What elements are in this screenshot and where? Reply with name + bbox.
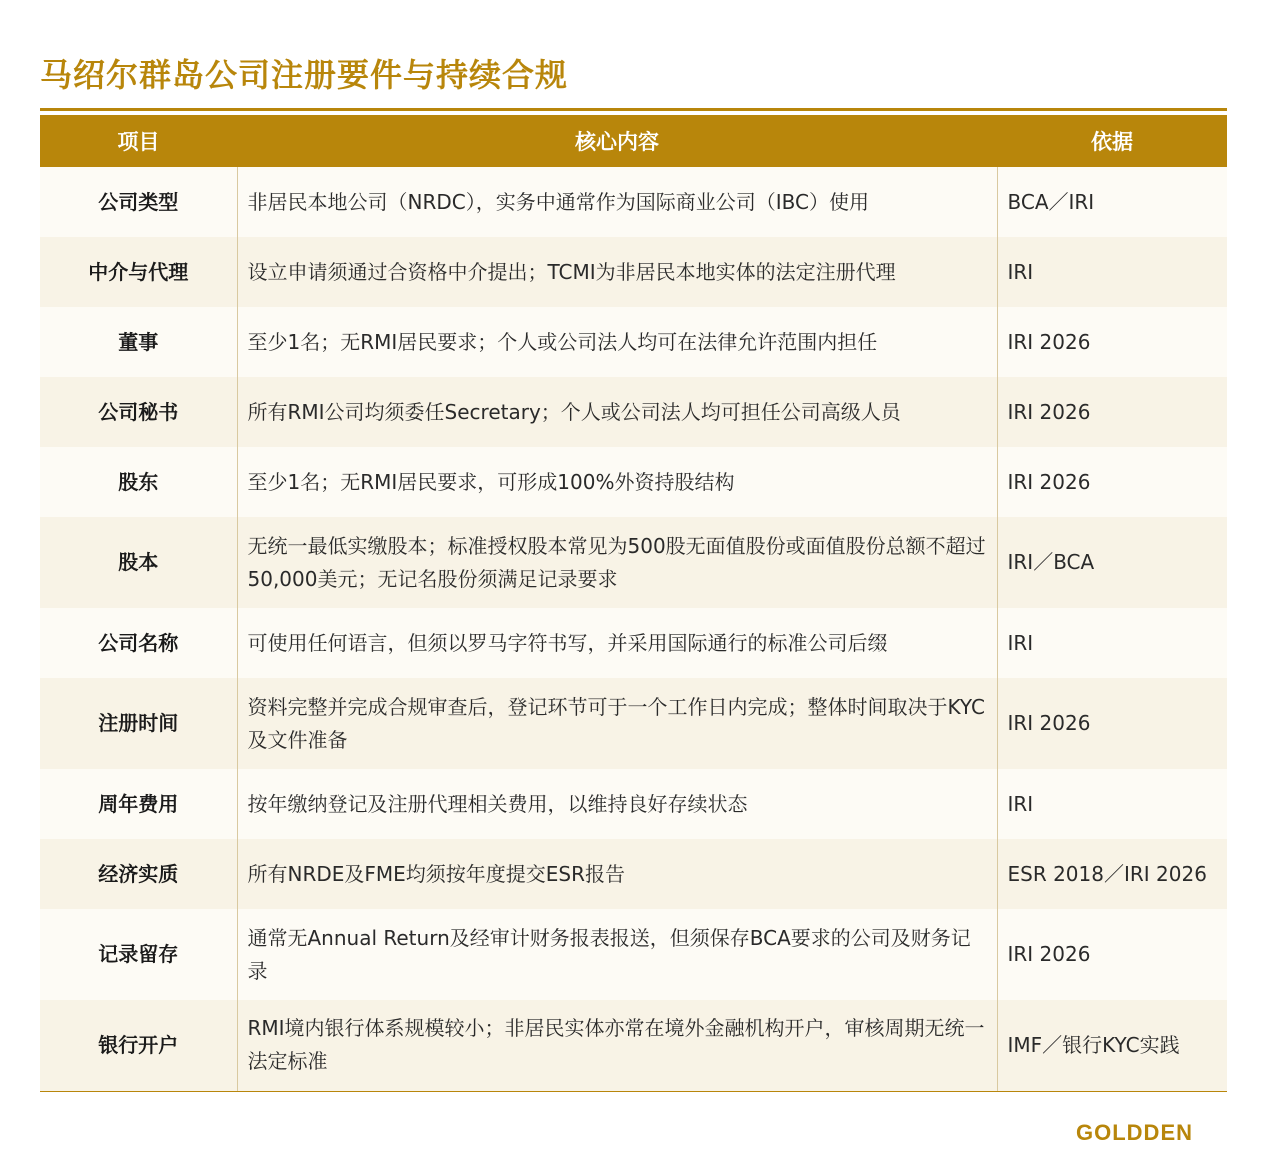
row-item: 公司类型	[40, 167, 237, 237]
title-divider	[40, 108, 1227, 111]
table-row	[40, 377, 1227, 447]
table-row	[40, 839, 1227, 909]
row-content: 至少1名；无RMI居民要求，可形成100%外资持股结构	[237, 447, 997, 517]
row-content: 所有RMI公司均须委任Secretary；个人或公司法人均可担任公司高级人员	[237, 377, 997, 447]
row-content: 至少1名；无RMI居民要求；个人或公司法人均可在法律允许范围内担任	[237, 307, 997, 377]
table-row	[40, 909, 1227, 1000]
row-basis: BCA／IRI	[997, 167, 1227, 237]
row-item: 注册时间	[40, 678, 237, 769]
header-basis: 依据	[997, 115, 1227, 167]
row-basis: ESR 2018／IRI 2026	[997, 839, 1227, 909]
row-item: 股本	[40, 517, 237, 608]
table-row	[40, 678, 1227, 769]
table-row	[40, 769, 1227, 839]
requirements-table	[40, 115, 1227, 1092]
table-row	[40, 447, 1227, 517]
row-item: 董事	[40, 307, 237, 377]
header-item: 项目	[40, 115, 237, 167]
row-item: 周年费用	[40, 769, 237, 839]
row-item: 公司秘书	[40, 377, 237, 447]
row-basis: IRI	[997, 608, 1227, 678]
row-basis: IRI／BCA	[997, 517, 1227, 608]
row-content: 按年缴纳登记及注册代理相关费用，以维持良好存续状态	[237, 769, 997, 839]
row-content: 所有NRDE及FME均须按年度提交ESR报告	[237, 839, 997, 909]
row-content: RMI境内银行体系规模较小；非居民实体亦常在境外金融机构开户，审核周期无统一法定标准	[237, 1000, 997, 1091]
header-content: 核心内容	[237, 115, 997, 167]
row-item: 银行开户	[40, 1000, 237, 1091]
row-basis: IRI 2026	[997, 909, 1227, 1000]
table-row	[40, 167, 1227, 237]
table-row	[40, 1000, 1227, 1091]
row-basis: IRI 2026	[997, 377, 1227, 447]
row-content: 非居民本地公司（NRDC），实务中通常作为国际商业公司（IBC）使用	[237, 167, 997, 237]
row-basis: IRI	[997, 237, 1227, 307]
table-row	[40, 608, 1227, 678]
table-row	[40, 517, 1227, 608]
row-content: 通常无Annual Return及经审计财务报表报送，但须保存BCA要求的公司及财务记录	[237, 909, 997, 1000]
table-header-row	[40, 115, 1227, 167]
row-content: 设立申请须通过合资格中介提出；TCMI为非居民本地实体的法定注册代理	[237, 237, 997, 307]
brand-logo-text: GOLDDEN	[1076, 1120, 1193, 1145]
row-item: 公司名称	[40, 608, 237, 678]
row-basis: IRI	[997, 769, 1227, 839]
table-row	[40, 237, 1227, 307]
row-content: 可使用任何语言，但须以罗马字符书写，并采用国际通行的标准公司后缀	[237, 608, 997, 678]
row-content: 无统一最低实缴股本；标准授权股本常见为500股无面值股份或面值股份总额不超过50,000美元；无记名股份须满足记录要求	[237, 517, 997, 608]
row-basis: IRI 2026	[997, 307, 1227, 377]
row-item: 股东	[40, 447, 237, 517]
row-content: 资料完整并完成合规审查后，登记环节可于一个工作日内完成；整体时间取决于KYC及文件准备	[237, 678, 997, 769]
row-item: 记录留存	[40, 909, 237, 1000]
row-basis: IRI 2026	[997, 678, 1227, 769]
row-item: 经济实质	[40, 839, 237, 909]
row-basis: IMF／银行KYC实践	[997, 1000, 1227, 1091]
row-item: 中介与代理	[40, 237, 237, 307]
row-basis: IRI 2026	[997, 447, 1227, 517]
table-row	[40, 307, 1227, 377]
page-title: 马绍尔群岛公司注册要件与持续合规	[40, 56, 569, 94]
